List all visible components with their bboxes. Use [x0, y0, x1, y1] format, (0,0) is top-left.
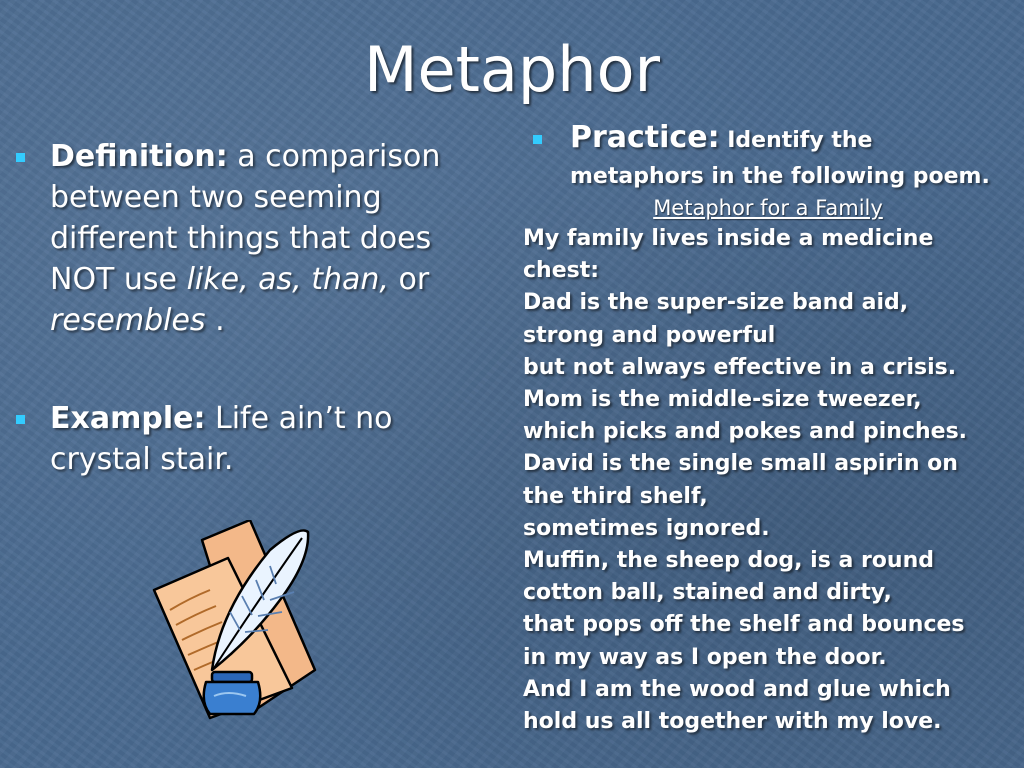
bullet-square-icon: [533, 135, 542, 144]
poem-line: My family lives inside a medicine: [523, 226, 934, 251]
poem-line: chest:: [523, 258, 600, 284]
definition-italic-words: like, as, than,: [186, 262, 389, 297]
definition-label: Definition:: [50, 139, 228, 174]
poem-line: but not always effective in a crisis.: [523, 354, 957, 380]
example-text: Life ain’t no crystal stair.: [50, 401, 393, 477]
poem-line: in my way as I open the door.: [523, 644, 887, 670]
poem-line: Muffin, the sheep dog, is a round: [523, 548, 934, 574]
poem-line: which picks and pokes and pinches.: [523, 419, 968, 445]
slide-title: Metaphor: [363, 33, 660, 106]
bullet-square-icon: [16, 153, 25, 162]
definition-bullet: [14, 136, 454, 341]
left-bullet-list: [14, 136, 454, 480]
quill-and-inkwell-icon: [150, 520, 320, 720]
poem-line: cotton ball, stained and dirty,: [523, 580, 892, 606]
poem-title: Metaphor for a Family: [653, 196, 883, 220]
definition-text-mid: or: [388, 262, 430, 297]
poem-line: that pops off the shelf and bounces: [523, 612, 965, 638]
definition-italic-resembles: resembles: [50, 303, 206, 338]
practice-bullet: [523, 120, 1013, 195]
poem-line: sometimes ignored.: [523, 515, 770, 541]
definition-text-end: .: [205, 303, 225, 338]
practice-text: Identify the metaphors in the following poem.: [570, 128, 990, 189]
poem-line: And I am the wood and glue which: [523, 676, 951, 702]
poem-line: hold us all together with my love.: [523, 709, 942, 735]
practice-label: Practice:: [570, 120, 720, 155]
poem-line: the third shelf,: [523, 483, 708, 509]
example-bullet: [14, 398, 454, 480]
poem-line: David is the single small aspirin on: [523, 451, 958, 477]
poem-line: strong and powerful: [523, 322, 776, 348]
definition-text: a comparison between two seeming different things that does NOT use: [50, 139, 441, 297]
poem-line: Mom is the middle-size tweezer,: [523, 387, 922, 413]
right-column: [523, 120, 1013, 738]
poem-line: Dad is the super-size band aid,: [523, 290, 909, 316]
bullet-square-icon: [16, 415, 25, 424]
example-label: Example:: [50, 401, 206, 436]
poem-body: [523, 223, 1013, 738]
